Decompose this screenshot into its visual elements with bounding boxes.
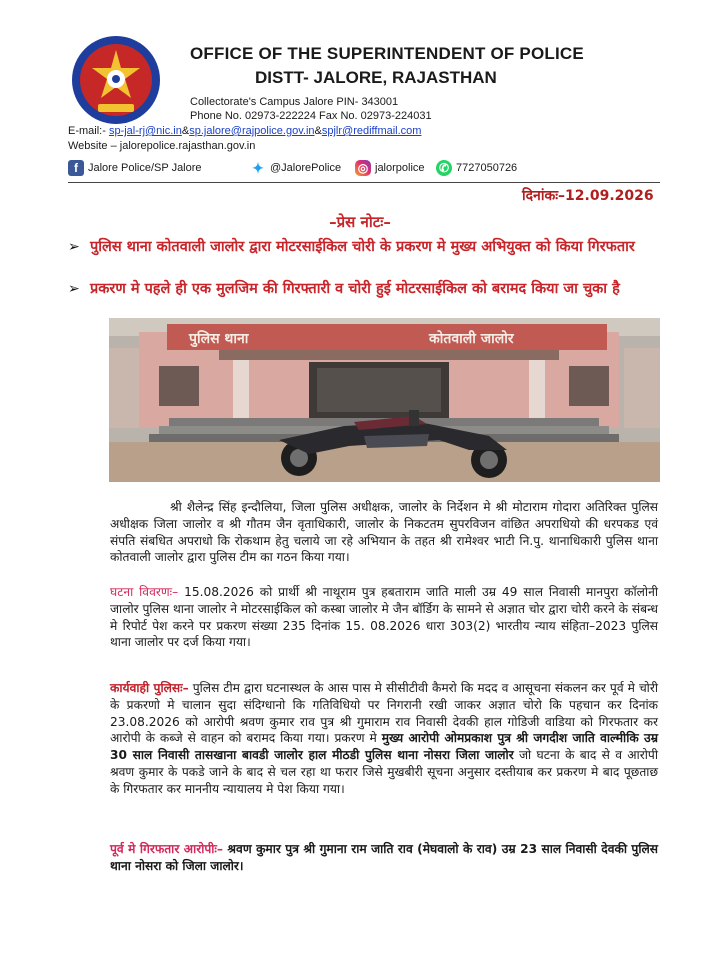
intro-paragraph: श्री शैलेन्द्र सिंह इन्दौलिया, जिला पुलिस अधीक्षक, जालोर के निर्देशन मे श्री मोटाराम गोदारा अतिरिक्त पुलिस अधीक्षक जिला जालोर व श्री गौतम जैन वृताधिकारी, जालोर के निकटतम सुपरविजन वांछित अपराधियो की धरपकड एवं संपति संबधित अपराधो कि रोकथाम हेतु चलाये जा रहे अभियान के तहत श्री रामेश्वर भाटी नि.पु. थानाधिकारी पुलिस थाना कोतवाली जालोर द्वारा पुलिस टीम का गठन किया गया। [110,500,658,565]
instagram-handle: jalorpolice [375,162,425,174]
board-text-right: कोतवाली जालोर [429,331,514,347]
facebook-icon: f [68,160,84,176]
action-paragraph [110,680,658,798]
press-note-heading: –प्रेस नोटः– [329,213,391,231]
action-label: कार्यवाही पुलिसः– [110,681,189,695]
action-text: पुलिस टीम द्वारा घटनास्थल के आस पास मे सीसीटीवी कैमरो कि मदद व आसूचना संकलन कर पूर्व मे चोरी के प्रकरणो मे चालान सुदा संदिग्धानो कि गतिविधियो पर निगरानी रखी जाकर अज्ञात चोरो कि पहचान कर दिनांक 23.08.2026 को आरोपी श्रवण कुमार राव पुत्र श्री गुमाराम राव निवासी देवकी हाल गोडिजी वाडिया को गिरफतार कर आरोपी के कब्जे से वाहन को बरामद किया गया। प्रकरण मे [110,681,658,746]
social-row [68,160,668,180]
facebook-handle: Jalore Police/SP Jalore [88,162,202,174]
address-line: Collectorate's Campus Jalore PIN- 343001 [190,96,399,108]
arrow-bullet-icon: ➢ [68,281,80,297]
arrow-bullet-icon: ➢ [68,239,80,255]
station-motorcycle-photo [109,318,660,482]
instagram-icon: ◎ [355,160,371,176]
action-text-continued: जो घटना के बाद से व आरोपी श्रवण कुमार के पकडे जाने के बाद से चल रहा था फरार जिसे मुखबीरी सूचना अनुसार दस्तीयाब कर प्रकरण मे बाद पूछताछ के गिरफतार कर माननीय न्यायालय मे पेश किया गया। [110,748,658,796]
website-line[interactable]: Website – jalorepolice.rajasthan.gov.in [68,140,256,152]
board-text-left: पुलिस थाना [189,331,249,347]
incident-text: 15.08.2026 को प्रार्थी श्री नाथूराम पुत्र हबताराम जाति माली उम्र 49 साल निवासी मानपुरा कॉलोनी जालोर पुलिस थाना जालोर ने मोटरसाईकिल को कस्बा जालोर मे जैन बॉर्डिग के सामने से अज्ञात चोर द्वारा चोरी करने के संबन्ध मे रिपोर्ट पेश करने पर प्रकरण संख्या 235 दिनांक 15. 08.2026 धारा 303(2) भारतीय न्याय संहिता–2023 पुलिस थाना जालोर पर दर्ज किया गया। [110,585,658,650]
previous-arrest-label: पूर्व मे गिरफतार आरोपीः– [110,842,223,856]
headline-text: प्रकरण मे पहले ही एक मुलजिम की गिरफ्तारी व चोरी हुई मोटरसाईकिल को बरामद किया जा चुका है [90,281,620,297]
headline-bullet [68,280,670,299]
headline-text: पुलिस थाना कोतवाली जालोर द्वारा मोटरसाईकिल चोरी के प्रकरण मे मुख्य अभियुक्त को किया गिरफतार [90,239,635,255]
email-row [68,125,421,137]
headline-bullet [68,238,670,257]
emblem-icon [68,32,164,128]
email-link-rajpolice[interactable]: sp.jalore@rajpolice.gov.in [189,125,315,137]
office-title: OFFICE OF THE SUPERINTENDENT OF POLICE [190,44,584,63]
incident-label: घटना विवरणः– [110,585,179,599]
email-link-nic[interactable]: sp-jal-rj@nic.in [108,125,182,137]
date-label: दिनांकः–12.09.2026 [522,188,654,204]
whatsapp-icon: ✆ [436,160,452,176]
previous-arrest-paragraph [110,841,658,875]
whatsapp-number: 7727050726 [456,162,518,174]
twitter-item[interactable] [250,160,341,176]
email-separator: & [181,125,190,137]
facebook-item[interactable] [68,160,202,176]
previous-arrest-text: श्रवण कुमार पुत्र श्री गुमाना राम जाति राव (मेघवालो के राव) उम्र 23 साल निवासी देवकी पुलिस थाना नोसरा को जिला जालोर। [110,842,659,873]
email-separator: & [314,125,322,137]
main-accused-text: मुख्य आरोपी ओमप्रकाश पुत्र श्री जगदीश जाति वाल्मीकि उम्र 30 साल निवासी तासखाना बावडी जालोर हाल मीठडी पुलिस थाना नोसरा जिला जालोर [110,731,659,763]
email-link-rediff[interactable]: spjlr@rediffmail.com [321,125,422,137]
twitter-icon: ✦ [252,160,264,176]
header-divider [68,182,660,183]
incident-paragraph [110,584,658,651]
email-label: E-mail:- [68,125,106,137]
district-title: DISTT- JALORE, RAJASTHAN [255,68,497,87]
phone-fax-line: Phone No. 02973-222224 Fax No. 02973-224031 [190,110,432,122]
instagram-item[interactable] [355,160,425,176]
whatsapp-item[interactable] [436,160,517,176]
twitter-handle: @JalorePolice [270,162,342,174]
